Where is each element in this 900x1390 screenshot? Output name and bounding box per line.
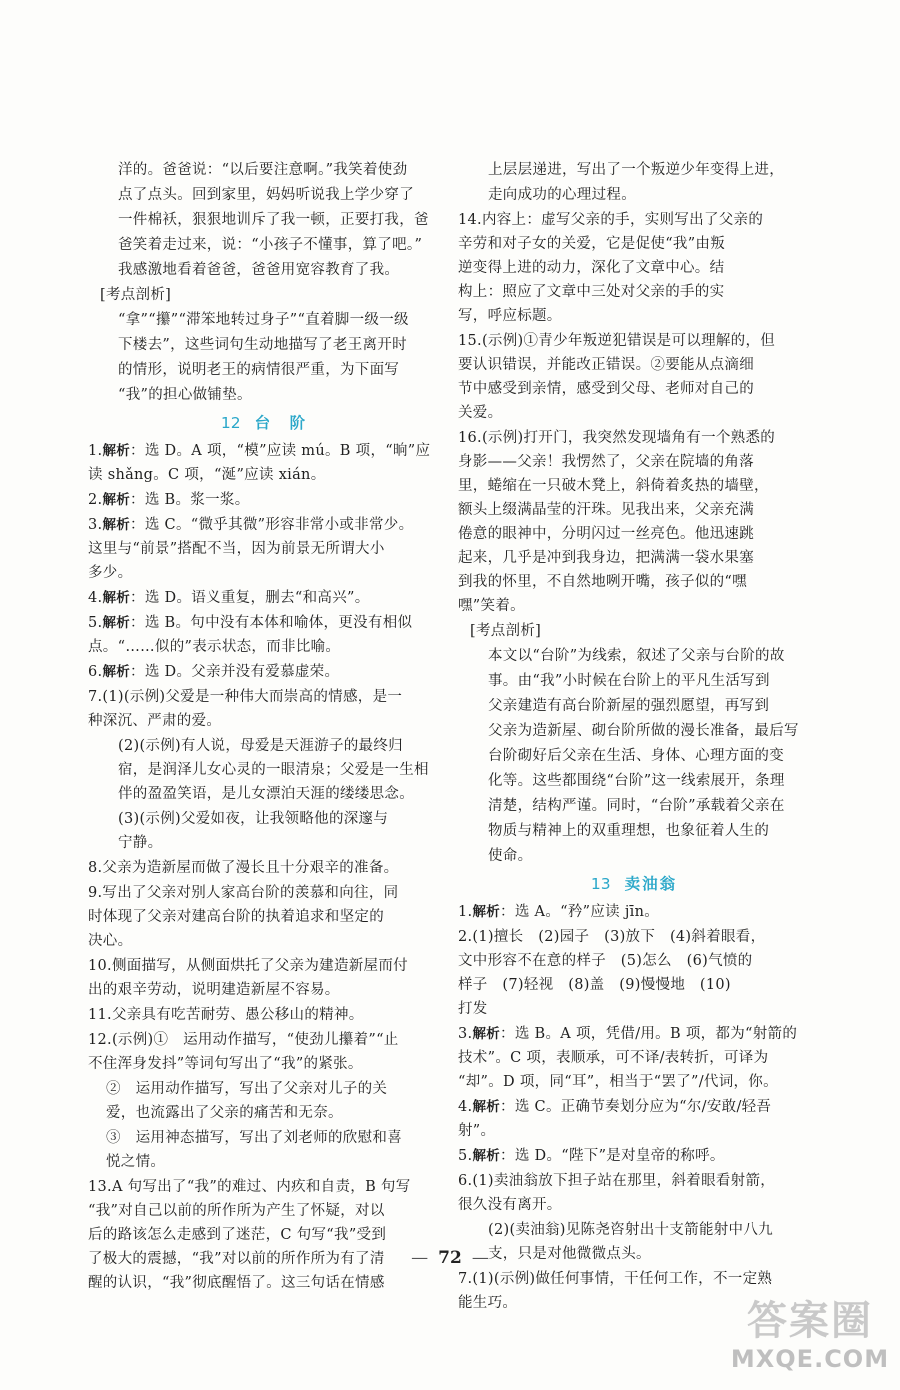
answer-line: 支，只是对他微微点头。 (488, 1246, 651, 1262)
text-line: 使命。 (488, 848, 533, 864)
answer-line: 点。“……似的”表示状态，而非比喻。 (88, 639, 341, 655)
answer-line: 决心。 (88, 933, 133, 949)
text-line: 化等。这些都围绕“台阶”这一线索展开，条理 (488, 773, 785, 789)
answer-line: 倦意的眼神中，分明闪过一丝亮色。他迅速跳 (458, 526, 754, 542)
answer-line: 额头上缀满晶莹的汗珠。见我出来，父亲充满 (458, 502, 754, 518)
answer-line: 起来，几乎是冲到我身边，把满满一袋水果塞 (458, 550, 754, 566)
answer-line: 很久没有离开。 (458, 1197, 562, 1213)
answer-line: 技术”。C 项，表顺承，可不译/表转折，可译为 (458, 1050, 769, 1066)
answer-item (88, 881, 440, 953)
answer-item (88, 1003, 440, 1027)
answer-line: 了极大的震撼，“我”对以前的所作所为有了清 (88, 1251, 385, 1267)
answer-list (458, 208, 810, 618)
answer-line: 15.(示例)①青少年叛逆犯错误是可以理解的，但 (458, 333, 776, 349)
answer-item (458, 329, 810, 425)
answer-line: 样子 (7)轻视 (8)盖 (9)慢慢地 (10) (458, 977, 731, 993)
left-column (88, 158, 440, 1296)
answer-item (88, 611, 440, 659)
text-line: 下楼去”，这些词句生动地描写了老王离开时 (118, 337, 407, 353)
analysis-tag: [考点剖析] (470, 623, 542, 639)
answer-line: 12.(示例)① 运用动作描写，“使劲儿攥着”“止 (88, 1032, 399, 1048)
answer-line: 嘿”笑着。 (458, 598, 525, 614)
answer-line: 5.解析：选 D。“陛下”是对皇帝的称呼。 (458, 1148, 725, 1164)
answer-item (458, 900, 810, 924)
text-line: 本文以“台阶”为线索，叙述了父亲与台阶的故 (488, 648, 785, 664)
answer-item (88, 734, 440, 806)
answer-line: 醒的认识，“我”彻底醒悟了。这三句话在情感 (88, 1275, 385, 1291)
answer-item (88, 439, 440, 487)
answer-line: 1.解析：选 D。A 项，“模”应读 mú。B 项，“晌”应 (88, 443, 431, 459)
watermark-logo: 答案圈 MXQE.COM (730, 1298, 890, 1373)
answer-line: 爱，也流露出了父亲的痛苦和无奈。 (106, 1105, 343, 1121)
answer-item (458, 426, 810, 618)
answer-item (88, 660, 440, 684)
answer-line: “我”对自己以前的所作所为产生了怀疑，对以 (88, 1203, 385, 1219)
analysis-text (88, 308, 440, 407)
right-column (458, 158, 810, 1316)
answer-line: 出的艰辛劳动，说明建造新屋不容易。 (88, 982, 340, 998)
answer-line: 3.解析：选 C。“微乎其微”形容非常小或非常少。 (88, 517, 414, 533)
answer-line: 8.父亲为造新屋而做了漫长且十分艰辛的准备。 (88, 860, 399, 876)
answer-line: 到我的怀里，不自然地咧开嘴，孩子似的“嘿 (458, 574, 747, 590)
answer-item (88, 586, 440, 610)
text-line: 洋的。爸爸说：“以后要注意啊。”我笑着使劲 (118, 162, 408, 178)
answer-line: 1.解析：选 A。“矜”应读 jīn。 (458, 904, 660, 920)
answer-line: 射”。 (458, 1123, 496, 1139)
answer-line: 2.(1)擅长 (2)园子 (3)放下 (4)斜着眼看， (458, 929, 766, 945)
answer-line: 里，蜷缩在一只破木凳上，斜倚着炙热的墙壁， (458, 478, 769, 494)
text-line: 清楚，结构严谨。同时，“台阶”承载着父亲在 (488, 798, 785, 814)
answer-line: 身影——父亲！我愣然了，父亲在院墙的角落 (458, 454, 754, 470)
answer-line: 7.(1)(示例)父爱是一种伟大而崇高的情感，是一 (88, 689, 403, 705)
answer-item (88, 685, 440, 733)
answer-line: 这里与“前景”搭配不当，因为前景无所谓大小 (88, 541, 385, 557)
answer-line: 时体现了父亲对建高台阶的执着追求和坚定的 (88, 909, 384, 925)
answer-item (458, 1095, 810, 1143)
text-line: 上层层递进，写出了一个叛逆少年变得上进， (488, 162, 784, 178)
answer-line: 多少。 (88, 565, 133, 581)
answer-list (88, 439, 440, 1295)
answer-item (88, 1175, 440, 1295)
answer-line: 构上：照应了文章中三处对父亲的手的实 (458, 284, 725, 300)
answer-line: 不住浑身发抖”等词句写出了“我”的紧张。 (88, 1056, 363, 1072)
answer-line: 7.(1)(示例)做任何事情，干任何工作，不一定熟 (458, 1271, 773, 1287)
answer-line: 14.内容上：虚写父亲的手，实则写出了父亲的 (458, 212, 764, 228)
answer-line: 宿，是润泽儿女心灵的一眼清泉；父爱是一生相 (118, 762, 429, 778)
answer-item (88, 856, 440, 880)
answer-line: 逆变得上进的动力，深化了文章中心。结 (458, 260, 725, 276)
answer-item (458, 925, 810, 1021)
page-number: — 72 — (411, 1248, 489, 1268)
answer-line: 文中形容不在意的样子 (5)怎么 (6)气愤的 (458, 953, 753, 969)
answer-line: “却”。D 项，同“耳”，相当于“罢了”/代词，你。 (458, 1074, 778, 1090)
answer-line: 要认识错误，并能改正错误。②要能从点滴细 (458, 357, 754, 373)
text-line: 的情形，说明老王的病情很严重，为下面写 (118, 362, 400, 378)
section-title: 台 阶 (254, 414, 308, 432)
section-number: 13 (590, 875, 611, 893)
answer-line: 5.解析：选 B。句中没有本体和喻体，更没有相似 (88, 615, 413, 631)
text-line: 一件棉袄，狠狠地训斥了我一顿，正要打我，爸 (118, 212, 429, 228)
answer-line: 10.侧面描写，从侧面烘托了父亲为建造新屋而付 (88, 958, 408, 974)
answer-line: ② 运用动作描写，写出了父亲对儿子的关 (106, 1081, 388, 1097)
analysis-tag: [考点剖析] (100, 287, 172, 303)
answer-line: 3.解析：选 B。A 项，凭借/用。B 项，都为“射箭的 (458, 1026, 798, 1042)
answer-line: 读 shǎng。C 项，“涎”应读 xián。 (88, 467, 326, 483)
answer-line: 13.A 句写出了“我”的难过、内疚和自责，B 句写 (88, 1179, 411, 1195)
text-line: 父亲为造新屋、砌台阶所做的漫长准备，最后写 (488, 723, 799, 739)
text-line: 走向成功的心理过程。 (488, 187, 636, 203)
text-line: 爸笑着走过来，说：“小孩子不懂事，算了吧。” (118, 237, 423, 253)
text-line: 点了点头。回到家里，妈妈听说我上学少穿了 (118, 187, 414, 203)
answer-line: 后的路该怎么走感到了迷茫，C 句写“我”受到 (88, 1227, 387, 1243)
text-line: 我感激地看着爸爸，爸爸用宽容教育了我。 (118, 262, 400, 278)
page-number-value: 72 (438, 1248, 462, 1268)
answer-line: 悦之情。 (106, 1154, 166, 1170)
section-title: 卖油翁 (624, 875, 678, 893)
text-line: 物质与精神上的双重理想，也象征着人生的 (488, 823, 770, 839)
answer-line: 种深沉、严肃的爱。 (88, 713, 222, 729)
answer-item (88, 954, 440, 1002)
section-heading-13 (458, 872, 810, 896)
answer-item (88, 807, 440, 855)
text-line: 父亲建造有高台阶新屋的强烈愿望，再写到 (488, 698, 770, 714)
answer-line: 辛劳和对子女的关爱，它是促使“我”由叛 (458, 236, 726, 252)
answer-line: 打发 (458, 1001, 488, 1017)
answer-line: 16.(示例)打开门，我突然发现墙角有一个熟悉的 (458, 430, 776, 446)
answer-item (458, 208, 810, 328)
answer-line: 9.写出了父亲对别人家高台阶的羡慕和向往，同 (88, 885, 399, 901)
section-heading-12 (88, 411, 440, 435)
answer-item (88, 1028, 440, 1076)
answer-line: 关爱。 (458, 405, 503, 421)
answer-item (458, 1144, 810, 1168)
answer-item (458, 1022, 810, 1094)
answer-line: (3)(示例)父爱如夜，让我领略他的深邃与 (118, 811, 389, 827)
answer-line: 4.解析：选 C。正确节奏划分应为“尔/安敢/轻吾 (458, 1099, 772, 1115)
answer-line: 写，呼应标题。 (458, 308, 562, 324)
answer-line: 6.解析：选 D。父亲并没有爱慕虚荣。 (88, 664, 340, 680)
answer-line: 伴的盈盈笑语，是儿女漂泊天涯的缕缕思念。 (118, 786, 414, 802)
text-line: “我”的担心做铺垫。 (118, 387, 252, 403)
answer-line: 6.(1)卖油翁放下担子站在那里，斜着眼看射箭， (458, 1173, 776, 1189)
answer-item (88, 1077, 440, 1125)
answer-line: ③ 运用神态描写，写出了刘老师的欣慰和喜 (106, 1130, 402, 1146)
answer-line: 节中感受到亲情，感受到父母、老师对自己的 (458, 381, 754, 397)
answer-line: 4.解析：选 D。语义重复，删去“和高兴”。 (88, 590, 370, 606)
text-line: “拿”“攥”“滞笨地转过身子”“直着脚一级一级 (118, 312, 409, 328)
answer-item (88, 513, 440, 585)
answer-item (88, 1126, 440, 1174)
section-number: 12 (220, 414, 241, 432)
continuation-text (458, 158, 810, 207)
continuation-text (88, 158, 440, 282)
answer-line: 11.父亲具有吃苦耐劳、愚公移山的精神。 (88, 1007, 364, 1023)
answer-item (458, 1169, 810, 1217)
answer-line: (2)(示例)有人说，母爱是天涯游子的最终归 (118, 738, 403, 754)
analysis-text (458, 644, 810, 868)
answer-line: (2)(卖油翁)见陈尧咨射出十支箭能射中八九 (488, 1222, 773, 1238)
answer-item (88, 488, 440, 512)
text-line: 事。由“我”小时候在台阶上的平凡生活写到 (488, 673, 770, 689)
answer-line: 2.解析：选 B。浆一浆。 (88, 492, 250, 508)
answer-line: 能生巧。 (458, 1295, 518, 1311)
answer-line: 宁静。 (118, 835, 163, 851)
text-line: 台阶砌好后父亲在生活、身体、心理方面的变 (488, 748, 784, 764)
